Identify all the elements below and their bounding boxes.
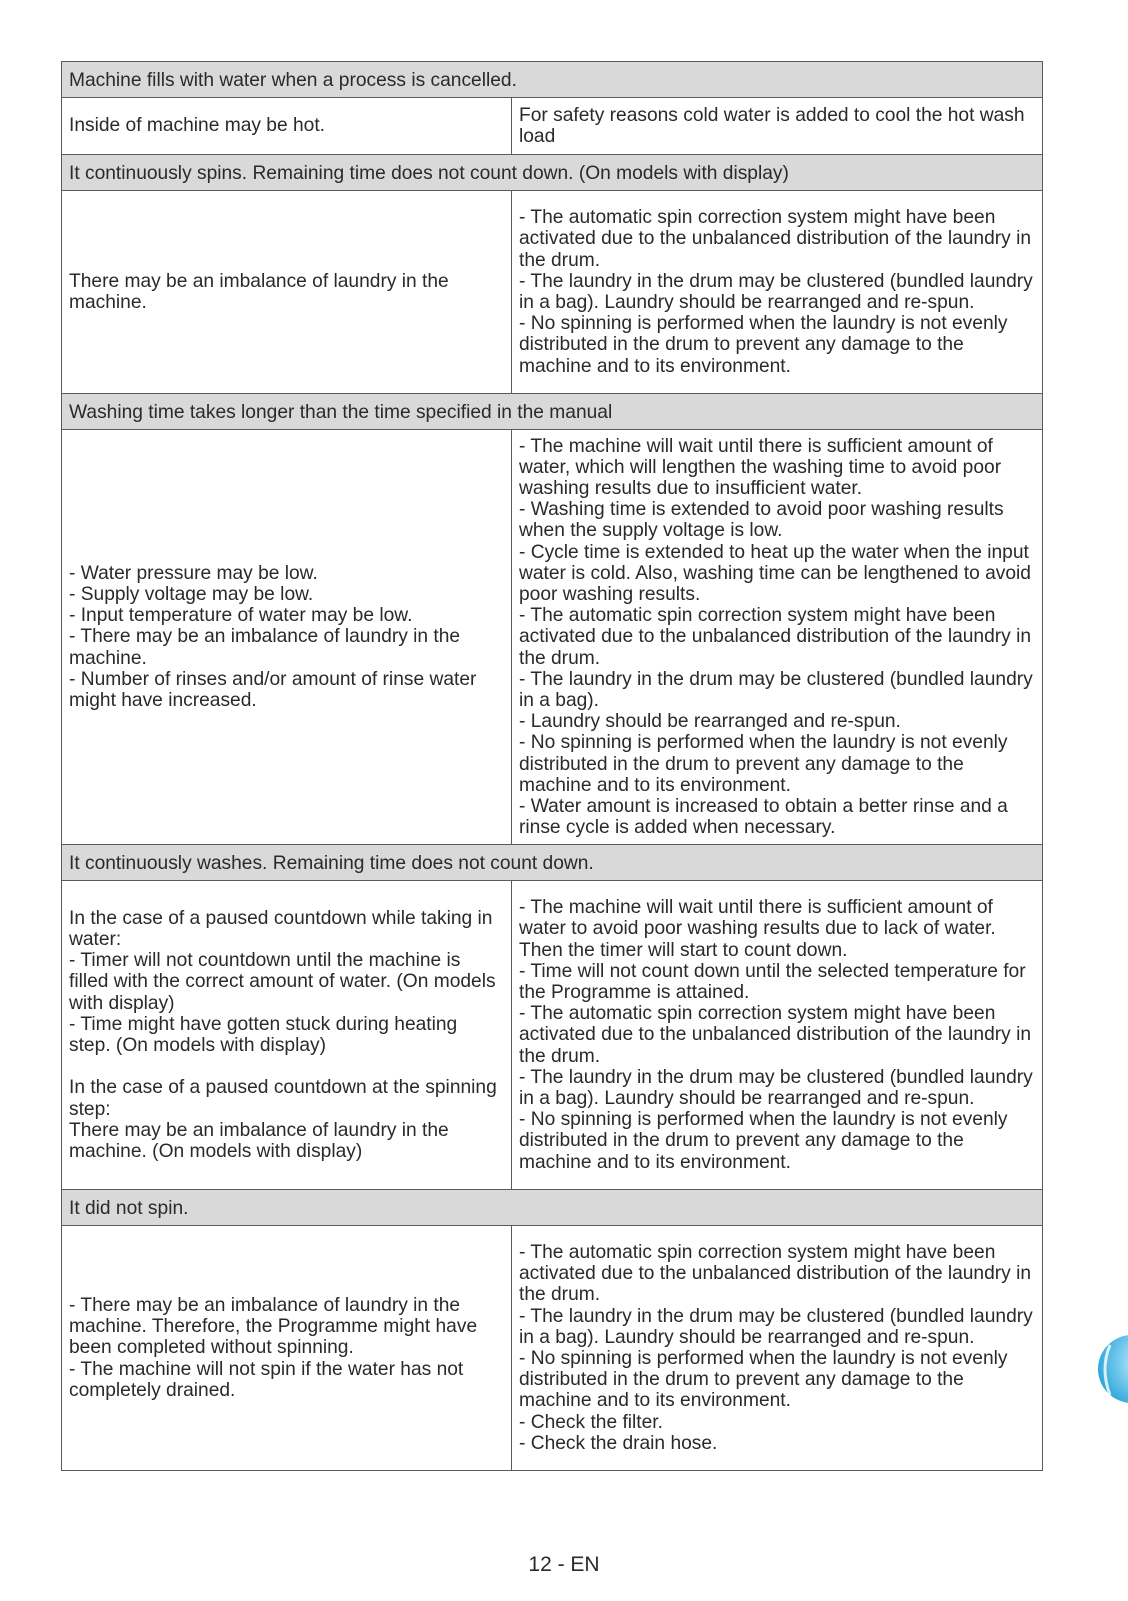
problem-header-row xyxy=(62,62,1043,98)
cause-explanation-row xyxy=(62,430,1043,845)
problem-text: It continuously washes. Remaining time does not count down. xyxy=(62,845,1043,881)
problem-text: It continuously spins. Remaining time does not count down. (On models with display) xyxy=(62,155,1043,191)
problem-text: Washing time takes longer than the time specified in the manual xyxy=(62,394,1043,430)
problem-header-row xyxy=(62,394,1043,430)
explanation-text: - The automatic spin correction system might have been activated due to the unbalanced distribution of the laundry in the drum. - The laundry in the drum may be clustered (bundled laundry in a bag). Laundry should be rearranged and re-spun. - No spinning is performed when the laundry is not evenly distributed in the drum to prevent any damage to the machine and to its environment. - Check the filter. - Check the drain hose. xyxy=(512,1226,1043,1471)
cause-text: In the case of a paused countdown while taking in water: - Timer will not countdown until the machine is filled with the correct amount of water. (On models with display) - Time might have gotten stuck during heating step. (On models with display) In the case of a paused countdown at the spinning step: There may be an imbalance of laundry in the machine. (On models with display) xyxy=(62,881,512,1190)
chapter-tab-graphic xyxy=(1098,1333,1128,1405)
cause-text: - There may be an imbalance of laundry in the machine. Therefore, the Programme might have been completed without spinning. - The machine will not spin if the water has not completely drained. xyxy=(62,1226,512,1471)
troubleshooting-table xyxy=(61,61,1043,1471)
cause-text: - Water pressure may be low. - Supply voltage may be low. - Input temperature of water may be low. - There may be an imbalance of laundry in the machine. - Number of rinses and/or amount of rinse water might have increased. xyxy=(62,430,512,845)
cause-explanation-row xyxy=(62,881,1043,1190)
problem-header-row xyxy=(62,1190,1043,1226)
cause-explanation-row xyxy=(62,1226,1043,1471)
problem-text: It did not spin. xyxy=(62,1190,1043,1226)
cause-text: Inside of machine may be hot. xyxy=(62,98,512,155)
cause-explanation-row xyxy=(62,191,1043,394)
problem-text: Machine fills with water when a process is cancelled. xyxy=(62,62,1043,98)
cause-explanation-row xyxy=(62,98,1043,155)
explanation-text: - The machine will wait until there is sufficient amount of water to avoid poor washing results due to lack of water. Then the timer will start to count down. - Time will not count down until the selected temperature for the Programme is attained. - The automatic spin correction system might have been activated due to the unbalanced distribution of the laundry in the drum. - The laundry in the drum may be clustered (bundled laundry in a bag). Laundry should be rearranged and re-spun. - No spinning is performed when the laundry is not evenly distributed in the drum to prevent any damage to the machine and to its environment. xyxy=(512,881,1043,1190)
cause-text: There may be an imbalance of laundry in the machine. xyxy=(62,191,512,394)
explanation-text: - The automatic spin correction system might have been activated due to the unbalanced distribution of the laundry in the drum. - The laundry in the drum may be clustered (bundled laundry in a bag). Laundry should be rearranged and re-spun. - No spinning is performed when the laundry is not evenly distributed in the drum to prevent any damage to the machine and to its environment. xyxy=(512,191,1043,394)
page-number: 12 - EN xyxy=(528,1553,600,1576)
problem-header-row xyxy=(62,155,1043,191)
explanation-text: For safety reasons cold water is added to cool the hot wash load xyxy=(512,98,1043,155)
explanation-text: - The machine will wait until there is sufficient amount of water, which will lengthen the washing time to avoid poor washing results due to insufficient water. - Washing time is extended to avoid poor washing results when the supply voltage is low. - Cycle time is extended to heat up the water when the input water is cold. Also, washing time can be lengthened to avoid poor washing results. - The automatic spin correction system might have been activated due to the unbalanced distribution of the laundry in the drum. - The laundry in the drum may be clustered (bundled laundry in a bag). - Laundry should be rearranged and re-spun. - No spinning is performed when the laundry is not evenly distributed in the drum to prevent any damage to the machine and to its environment. - Water amount is increased to obtain a better rinse and a rinse cycle is added when necessary. xyxy=(512,430,1043,845)
chapter-tab-icon xyxy=(1098,1333,1128,1405)
problem-header-row xyxy=(62,845,1043,881)
